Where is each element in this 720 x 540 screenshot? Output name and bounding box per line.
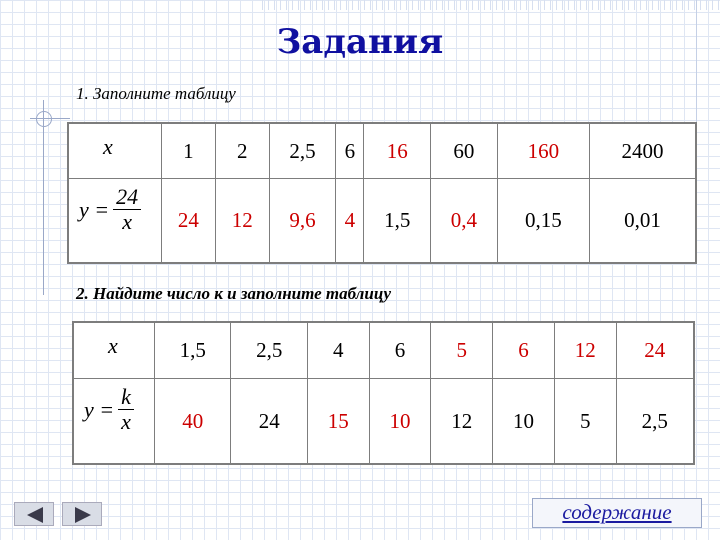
formula-denominator: x <box>121 409 131 435</box>
task1-table <box>67 122 697 264</box>
task1-x-cell: 160 <box>497 123 589 179</box>
x-variable: x <box>108 333 118 358</box>
task1-y-cell: 9,6 <box>269 179 336 263</box>
task2-y-cell: 10 <box>493 379 555 464</box>
task2-y-cell: 24 <box>231 379 307 464</box>
formula-y <box>79 185 141 234</box>
formula-fraction <box>118 385 134 434</box>
task1-label: 1. Заполните таблицу <box>76 84 236 103</box>
formula-lhs: y = <box>84 396 115 422</box>
task1-x-cell: 2400 <box>590 123 696 179</box>
formula-denominator: x <box>122 209 132 235</box>
task1-x-cell: 2 <box>215 123 269 179</box>
task2-x-cell: 6 <box>369 322 431 379</box>
formula-y <box>84 385 134 434</box>
task1-y-cell: 12 <box>215 179 269 263</box>
task2-y-cell: 12 <box>431 379 493 464</box>
task1-x-cell: 16 <box>364 123 431 179</box>
decor-vertical-line <box>43 100 44 295</box>
task2-x-header <box>73 322 155 379</box>
task2-y-header <box>73 379 155 464</box>
task1-y-header <box>68 179 162 263</box>
task1-x-header <box>68 123 162 179</box>
formula-numerator: k <box>118 385 134 410</box>
task1-y-row <box>68 179 696 263</box>
arrow-left-icon <box>27 507 43 523</box>
task2-y-cell: 40 <box>155 379 231 464</box>
contents-link[interactable]: содержание <box>532 498 702 528</box>
x-variable: x <box>103 134 113 159</box>
task2-x-cell: 6 <box>493 322 555 379</box>
task2-label: 2. Найдите число к и заполните таблицу <box>76 284 392 303</box>
page-title: Задания <box>276 22 444 62</box>
task1-y-cell: 1,5 <box>364 179 431 263</box>
task1-x-cell: 6 <box>336 123 364 179</box>
task2-y-cell: 5 <box>554 379 616 464</box>
task2-x-cell: 12 <box>554 322 616 379</box>
task2-y-row <box>73 379 694 464</box>
task1-y-cell: 24 <box>162 179 216 263</box>
next-slide-button[interactable] <box>62 502 102 526</box>
task2-x-row <box>73 322 694 379</box>
top-decor-band <box>262 0 720 10</box>
task2-x-cell: 2,5 <box>231 322 307 379</box>
decor-corner-circle <box>36 111 52 127</box>
previous-slide-button[interactable] <box>14 502 54 526</box>
task2-x-cell: 1,5 <box>155 322 231 379</box>
task2-x-cell: 24 <box>616 322 694 379</box>
task2-y-cell: 2,5 <box>616 379 694 464</box>
task1-y-cell: 0,15 <box>497 179 589 263</box>
task1-y-cell: 4 <box>336 179 364 263</box>
task2-y-cell: 15 <box>307 379 369 464</box>
task1-y-cell: 0,4 <box>431 179 498 263</box>
task1-x-cell: 60 <box>431 123 498 179</box>
task1-x-row <box>68 123 696 179</box>
formula-fraction <box>113 185 141 234</box>
task1-x-cell: 2,5 <box>269 123 336 179</box>
formula-numerator: 24 <box>113 185 141 210</box>
task2-x-cell: 5 <box>431 322 493 379</box>
formula-lhs: y = <box>79 196 110 222</box>
task1-y-cell: 0,01 <box>590 179 696 263</box>
arrow-right-icon <box>75 507 91 523</box>
task1-x-cell: 1 <box>162 123 216 179</box>
task2-table <box>72 321 695 465</box>
task2-x-cell: 4 <box>307 322 369 379</box>
task2-y-cell: 10 <box>369 379 431 464</box>
